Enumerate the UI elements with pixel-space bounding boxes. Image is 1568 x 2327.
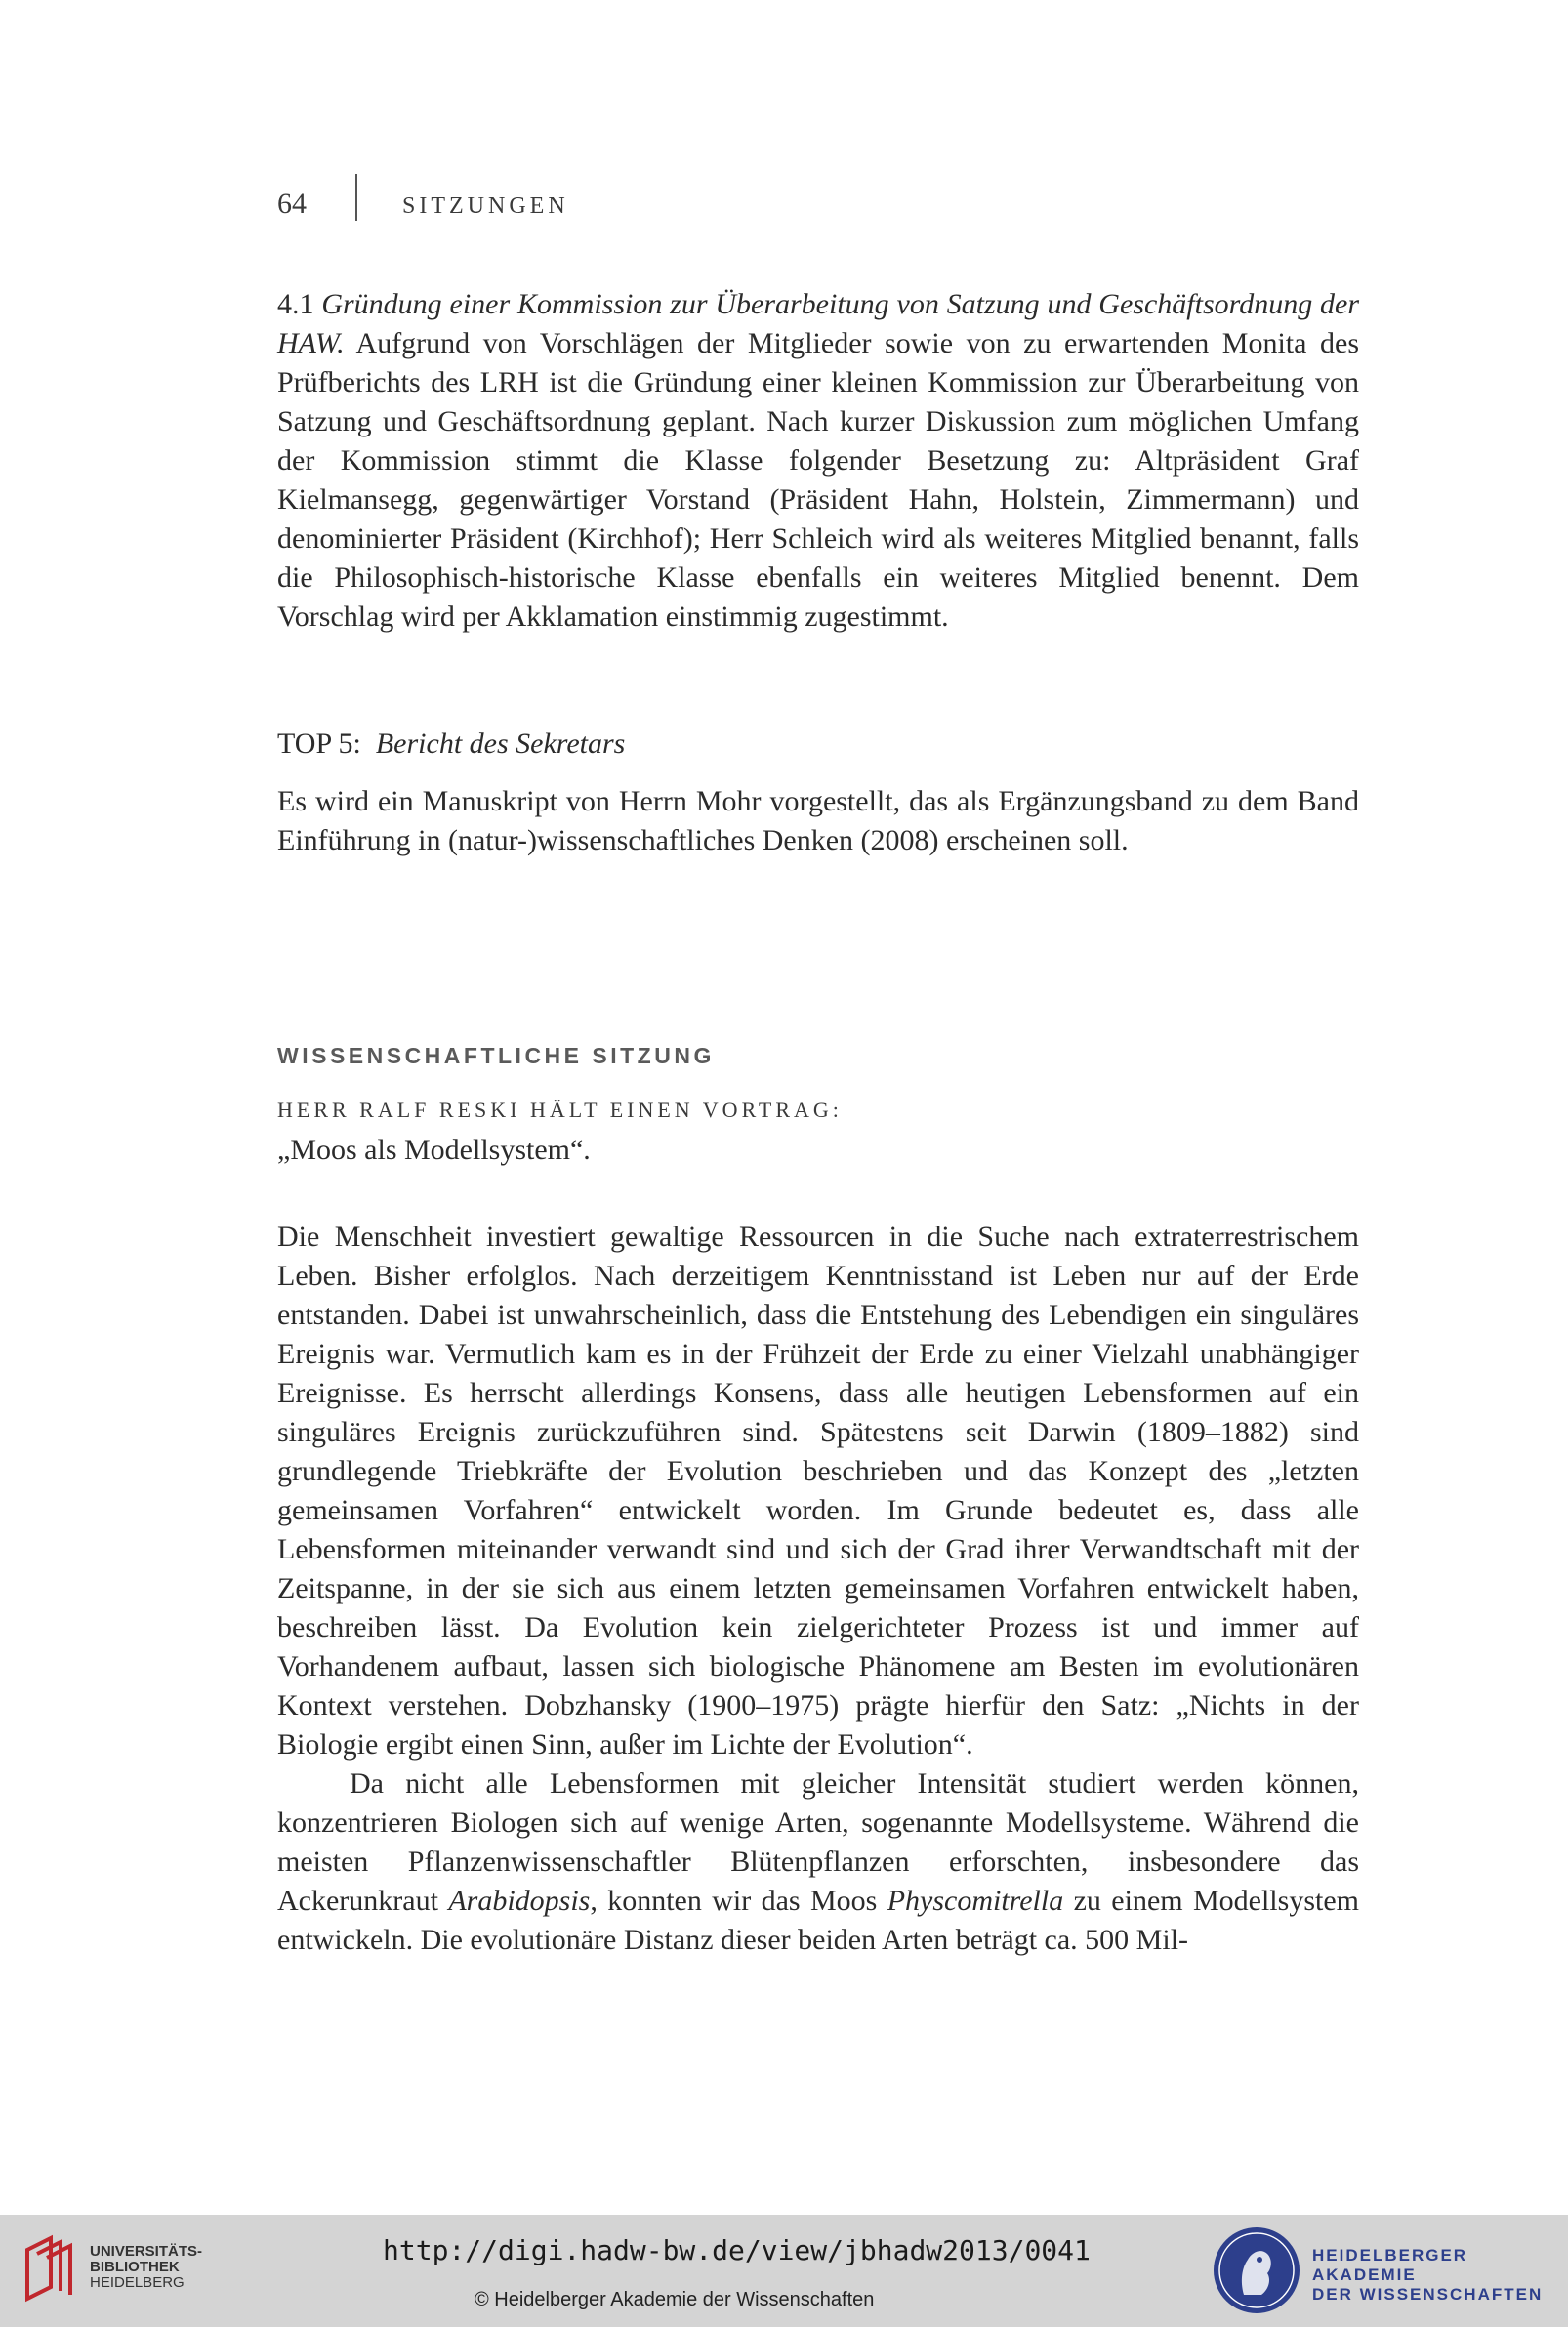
- top5-heading: [277, 725, 1359, 764]
- hadw-line-1: HEIDELBERGER AKADEMIE: [1312, 2246, 1468, 2284]
- section-4-1-title: Gründung einer Kommission zur Überarbeitung von Satzung und Geschäftsordnung der HAW.: [277, 288, 1360, 359]
- hadw-line-2: DER WISSENSCHAFTEN: [1312, 2285, 1544, 2304]
- footer-band: [0, 2215, 1568, 2327]
- lecture-p2-part1: Da nicht alle Lebensformen mit gleicher Intensität studiert werden können, konzentrieren Biologen sich auf wenige Arten, sogenannte Modellsysteme. Während die meisten Pflanzenwissenschaftler Blütenpflanzen erforschten, insbesondere das Ackerunkraut: [277, 1767, 1359, 1917]
- species-physcomitrella: Physcomitrella: [887, 1885, 1064, 1917]
- section-4-1: [277, 285, 1359, 637]
- top5-text: Es wird ein Manuskript von Herrn Mohr vorgestellt, das als Ergänzungsband zu dem Band Einführung in (natur-)wissenschaftliches Denken (2008) erscheinen soll.: [277, 785, 1359, 856]
- lecture-p2-part2: , konnten wir das Moos: [590, 1885, 887, 1917]
- university-library-logo-icon: [21, 2234, 84, 2303]
- academy-seal-icon: [1211, 2224, 1302, 2316]
- running-header: [277, 174, 1359, 225]
- section-4-1-paragraph: [277, 285, 1359, 637]
- ub-line-1: UNIVERSITÄTS-: [90, 2243, 203, 2260]
- copyright-notice: © Heidelberger Akademie der Wissenschaften: [475, 2289, 875, 2310]
- ub-line-2: BIBLIOTHEK: [90, 2259, 180, 2275]
- academy-name: [1312, 2246, 1568, 2305]
- lecture-paragraph-2: [277, 1765, 1359, 1960]
- talk-title: „Moos als Modellsystem“.: [277, 1134, 591, 1166]
- lecture-paragraph-1: Die Menschheit investiert gewaltige Ressourcen in die Suche nach extraterrestrischem Leben. Bisher erfolglos. Nach derzeitigem Kenntnisstand ist Leben nur auf der Erde entstanden. Dabei ist unwahrscheinlich, dass die Entstehung des Lebendigen ein singuläres Ereignis war. Vermutlich kam es in der Frühzeit der Erde zu einer Vielzahl unabhängiger Ereignisse. Es herrscht allerdings Konsens, dass alle heutigen Lebensformen auf ein singuläres Ereignis zurückzuführen sind. Spätestens seit Darwin (1809–1882) sind grundlegende Triebkräfte der Evolution beschrieben und das Konzept des „letzten gemeinsamen Vorfahren“ entwickelt worden. Im Grunde bedeutet es, dass alle Lebensformen miteinander verwandt sind und sich der Grad ihrer Verwandtschaft mit der Zeitspanne, in der sie sich aus einem letzten gemeinsamen Vorfahren entwickelt haben, beschreiben lässt. Da Evolution kein zielgerichteter Prozess ist und immer auf Vorhandenem aufbaut, lassen sich biologische Phänomene am Besten im evolutionären Kontext verstehen. Dobzhansky (1900–1975) prägte hierfür den Satz: „Nichts in der Biologie ergibt einen Sinn, außer im Lichte der Evolution“.: [277, 1221, 1359, 1761]
- top5-label: TOP 5:: [277, 727, 361, 760]
- top5-body: [277, 782, 1359, 860]
- lecture-body: [277, 1218, 1359, 1960]
- section-4-1-text: Aufgrund von Vorschlägen der Mitglieder sowie von zu erwartenden Monita des Prüfberichts des LRH ist die Gründung einer kleinen Kommission zur Überarbeitung von Satzung und Geschäftsordnung geplant. Nach kurzer Diskussion zum möglichen Umfang der Kommission stimmt die Klasse folgender Besetzung zu: Altpräsident Graf Kielmansegg, gegenwärtiger Vorstand (Präsident Hahn, Holstein, Zimmermann) und denominierter Präsident (Kirchhof); Herr Schleich wird als weiteres Mitglied benannt, falls die Philosophisch-historische Klasse ebenfalls ein weiteres Mitglied benennt. Dem Vorschlag wird per Akklamation einstimmig zugestimmt.: [277, 327, 1359, 633]
- university-library-name: [90, 2244, 202, 2291]
- header-divider: [355, 174, 357, 221]
- page-number: 64: [277, 187, 307, 220]
- ub-line-3: HEIDELBERG: [90, 2274, 185, 2291]
- section-4-1-number: 4.1: [277, 288, 314, 320]
- permalink-url[interactable]: http://digi.hadw-bw.de/view/jbhadw2013/0041: [383, 2234, 1091, 2266]
- lecture-p2-part3: zu einem Modellsystem entwickeln. Die evolutionäre Distanz dieser beiden Arten beträgt ca. 500 Mil-: [277, 1885, 1359, 1956]
- scientific-session-heading: WISSENSCHAFTLICHE SITZUNG: [277, 1043, 715, 1068]
- top5-title: Bericht des Sekretars: [375, 727, 626, 760]
- species-arabidopsis: Arabidopsis: [448, 1885, 591, 1917]
- section-header: SITZUNGEN: [402, 193, 569, 219]
- speaker-line: HERR RALF RESKI HÄLT EINEN VORTRAG:: [277, 1098, 843, 1122]
